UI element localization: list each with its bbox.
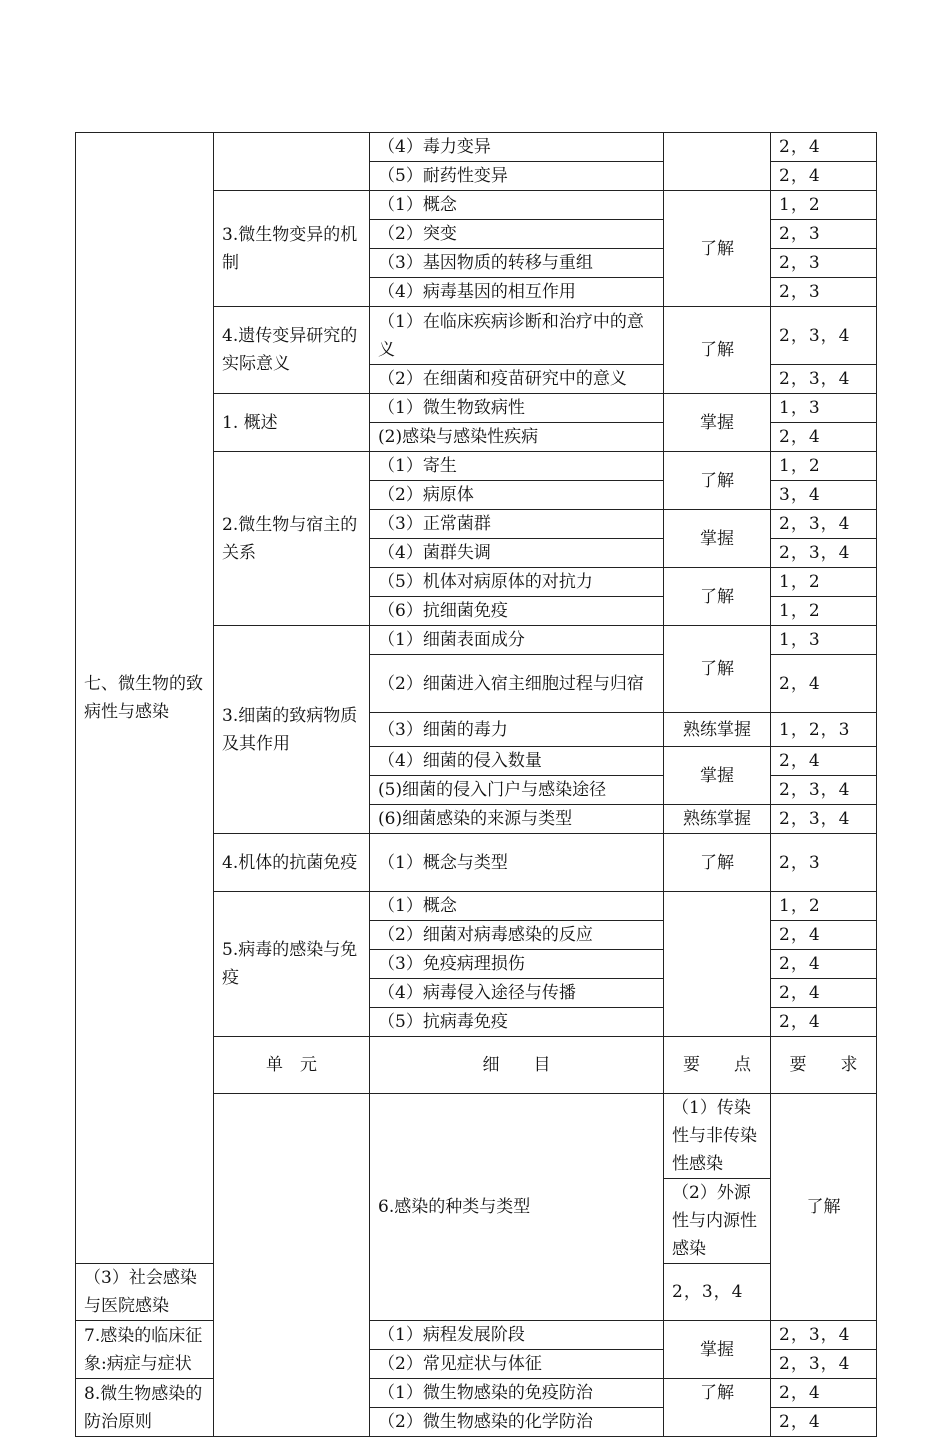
requirement-cell: 了解	[664, 626, 771, 713]
subject-cell: 2，3，4	[771, 1350, 877, 1379]
subject-cell: 2，4	[771, 655, 877, 713]
item-cell: 6.感染的种类与类型	[370, 1094, 664, 1321]
subject-cell: 2，3	[771, 220, 877, 249]
subject-cell: 1，2，3	[771, 713, 877, 747]
point-cell: （3）基因物质的转移与重组	[370, 249, 664, 278]
requirement-cell: 掌握	[664, 394, 771, 452]
requirement-cell: 掌握	[664, 747, 771, 805]
point-cell: （3）正常菌群	[370, 510, 664, 539]
header-requirement: 要 求	[771, 1037, 877, 1094]
subject-cell: 2，4	[771, 423, 877, 452]
subject-cell: 1，2	[771, 597, 877, 626]
subject-cell: 2，4	[771, 133, 877, 162]
requirement-cell	[664, 133, 771, 191]
point-cell: （1）微生物致病性	[370, 394, 664, 423]
subject-cell: 2，4	[771, 921, 877, 950]
point-cell: （1）概念与类型	[370, 834, 664, 892]
item-cell: 2.微生物与宿主的关系	[214, 452, 370, 626]
point-cell: （2）外源性与内源性感染	[664, 1179, 771, 1264]
point-cell: (5)细菌的侵入门户与感染途径	[370, 776, 664, 805]
item-cell	[214, 133, 370, 191]
requirement-cell: 熟练掌握	[664, 805, 771, 834]
subject-cell: 1，3	[771, 394, 877, 423]
point-cell: （1）寄生	[370, 452, 664, 481]
requirement-cell: 了解	[664, 307, 771, 394]
subject-cell: 1，2	[771, 892, 877, 921]
point-cell: （2）在细菌和疫苗研究中的意义	[370, 365, 664, 394]
subject-cell: 2，4	[771, 1408, 877, 1437]
point-cell: （2）细菌进入宿主细胞过程与归宿	[370, 655, 664, 713]
subject-cell: 1，3	[771, 626, 877, 655]
point-cell: （5）机体对病原体的对抗力	[370, 568, 664, 597]
point-cell: （3）细菌的毒力	[370, 713, 664, 747]
subject-cell: 2，4	[771, 747, 877, 776]
point-cell: （4）菌群失调	[370, 539, 664, 568]
header-item: 细 目	[370, 1037, 664, 1094]
point-cell: （1）概念	[370, 191, 664, 220]
table-row	[76, 1321, 877, 1350]
subject-cell: 2，3，4	[771, 365, 877, 394]
requirement-cell: 了解	[664, 452, 771, 510]
syllabus-table	[75, 132, 877, 1437]
subject-cell: 2，4	[771, 1008, 877, 1037]
unit-cell: 七、微生物的致病性与感染	[76, 133, 214, 1264]
subject-cell: 2，3，4	[771, 776, 877, 805]
subject-cell: 1，2	[771, 452, 877, 481]
point-cell: （2）细菌对病毒感染的反应	[370, 921, 664, 950]
subject-cell: 2，3，4	[771, 805, 877, 834]
point-cell: （1）概念	[370, 892, 664, 921]
subject-cell: 2，4	[771, 1379, 877, 1408]
subject-cell: 2，4	[771, 162, 877, 191]
point-cell: （1）微生物感染的免疫防治	[370, 1379, 664, 1408]
requirement-cell: 掌握	[664, 510, 771, 568]
table-row	[76, 1379, 877, 1408]
subject-cell: 2，3，4	[771, 510, 877, 539]
subject-cell: 2，3	[771, 278, 877, 307]
header-point: 要 点	[664, 1037, 771, 1094]
point-cell: （4）病毒基因的相互作用	[370, 278, 664, 307]
item-cell: 7.感染的临床征象:病症与症状	[76, 1321, 214, 1379]
requirement-cell: 掌握	[664, 1321, 771, 1379]
point-cell: (2)感染与感染性疾病	[370, 423, 664, 452]
subject-cell: 3，4	[771, 481, 877, 510]
requirement-cell: 熟练掌握	[664, 713, 771, 747]
requirement-cell: 了解	[771, 1094, 877, 1321]
subject-cell: 1，2	[771, 568, 877, 597]
subject-cell: 2，4	[771, 950, 877, 979]
point-cell: （3）免疫病理损伤	[370, 950, 664, 979]
point-cell: （1）传染性与非传染性感染	[664, 1094, 771, 1179]
subject-cell: 2，3，4	[771, 1321, 877, 1350]
item-cell: 4.遗传变异研究的实际意义	[214, 307, 370, 394]
subject-cell: 2，3	[771, 249, 877, 278]
subject-cell: 2，4	[771, 979, 877, 1008]
header-unit: 单 元	[214, 1037, 370, 1094]
point-cell: （2）常见症状与体征	[370, 1350, 664, 1379]
subject-cell: 2，3，4	[771, 307, 877, 365]
point-cell: （5）抗病毒免疫	[370, 1008, 664, 1037]
requirement-cell: 了解	[664, 834, 771, 892]
point-cell: （4）毒力变异	[370, 133, 664, 162]
subject-cell: 2，3	[771, 834, 877, 892]
subject-cell: 2，3，4	[771, 539, 877, 568]
point-cell: （2）病原体	[370, 481, 664, 510]
requirement-cell: 了解	[664, 191, 771, 307]
table-row	[76, 133, 877, 162]
item-cell: 8.微生物感染的防治原则	[76, 1379, 214, 1437]
item-cell: 3.微生物变异的机制	[214, 191, 370, 307]
point-cell: （2）微生物感染的化学防治	[370, 1408, 664, 1437]
point-cell: （1）细菌表面成分	[370, 626, 664, 655]
point-cell: （1）病程发展阶段	[370, 1321, 664, 1350]
subject-cell: 1，2	[771, 191, 877, 220]
point-cell: （5）耐药性变异	[370, 162, 664, 191]
item-cell: 1. 概述	[214, 394, 370, 452]
requirement-cell	[664, 892, 771, 1037]
point-cell: (6)细菌感染的来源与类型	[370, 805, 664, 834]
item-cell: 4.机体的抗菌免疫	[214, 834, 370, 892]
point-cell: （3）社会感染与医院感染	[76, 1264, 214, 1321]
subject-cell: 2，3，4	[664, 1264, 771, 1321]
item-cell: 5.病毒的感染与免疫	[214, 892, 370, 1037]
point-cell: （2）突变	[370, 220, 664, 249]
requirement-cell: 了解	[664, 1379, 771, 1437]
point-cell: （4）细菌的侵入数量	[370, 747, 664, 776]
point-cell: （4）病毒侵入途径与传播	[370, 979, 664, 1008]
unit-cell	[214, 1094, 370, 1437]
point-cell: （6）抗细菌免疫	[370, 597, 664, 626]
item-cell: 3.细菌的致病物质及其作用	[214, 626, 370, 834]
requirement-cell: 了解	[664, 568, 771, 626]
point-cell: （1）在临床疾病诊断和治疗中的意义	[370, 307, 664, 365]
